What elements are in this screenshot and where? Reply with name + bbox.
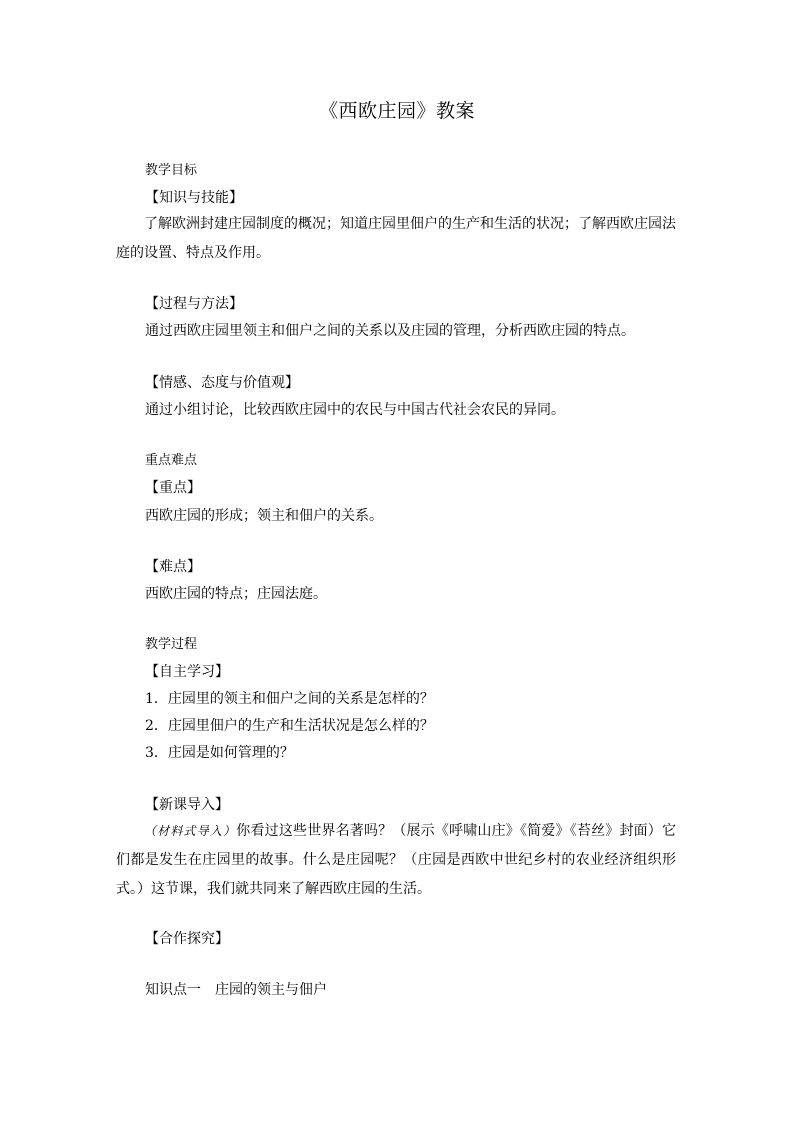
knowledge-point-one: 知识点一 庄园的领主与佃户	[145, 982, 327, 998]
new-lesson-intro-paragraph	[116, 817, 676, 904]
objectives-heading: 教学目标	[145, 163, 198, 178]
focus-heading: 【重点】	[145, 480, 201, 496]
teaching-process-heading: 教学过程	[145, 637, 198, 652]
cooperative-inquiry-heading: 【合作探究】	[145, 931, 229, 947]
emotion-values-text: 通过小组讨论，比较西欧庄园中的农民与中国古代社会农民的异同。	[145, 402, 565, 418]
process-methods-heading: 【过程与方法】	[145, 296, 243, 312]
question-item: 1．庄园里的领主和佃户之间的关系是怎样的？	[145, 691, 434, 707]
key-points-heading: 重点难点	[145, 453, 198, 468]
question-item: 3．庄园是如何管理的？	[145, 745, 294, 761]
intro-lead-label: （材料式导入）	[144, 824, 237, 838]
self-study-heading: 【自主学习】	[145, 664, 229, 680]
question-item: 2．庄园里佃户的生产和生活状况是怎么样的？	[145, 718, 434, 734]
process-methods-text: 通过西欧庄园里领主和佃户之间的关系以及庄园的管理，分析西欧庄园的特点。	[145, 323, 635, 339]
document-title: 《西欧庄园》教案	[318, 100, 475, 122]
focus-text: 西欧庄园的形成；领主和佃户的关系。	[145, 508, 383, 524]
emotion-values-heading: 【情感、态度与价值观】	[145, 375, 299, 391]
difficulty-text: 西欧庄园的特点；庄园法庭。	[145, 586, 327, 602]
intro-text: 你看过这些世界名著吗？（展示《呼啸山庄》《简爱》《苔丝》封面）它们都是发生在庄园里的故事。什么是庄园呢？（庄园是西欧中世纪乡村的农业经济组织形式。）这节课，我们就共同来了解西欧庄园的生活。	[116, 823, 676, 897]
new-lesson-intro-heading: 【新课导入】	[145, 797, 229, 813]
difficulty-heading: 【难点】	[145, 559, 201, 575]
knowledge-skills-text: 了解欧洲封建庄园制度的概况；知道庄园里佃户的生产和生活的状况；了解西欧庄园法庭的设置、特点及作用。	[116, 216, 676, 261]
knowledge-skills-heading: 【知识与技能】	[145, 190, 243, 206]
